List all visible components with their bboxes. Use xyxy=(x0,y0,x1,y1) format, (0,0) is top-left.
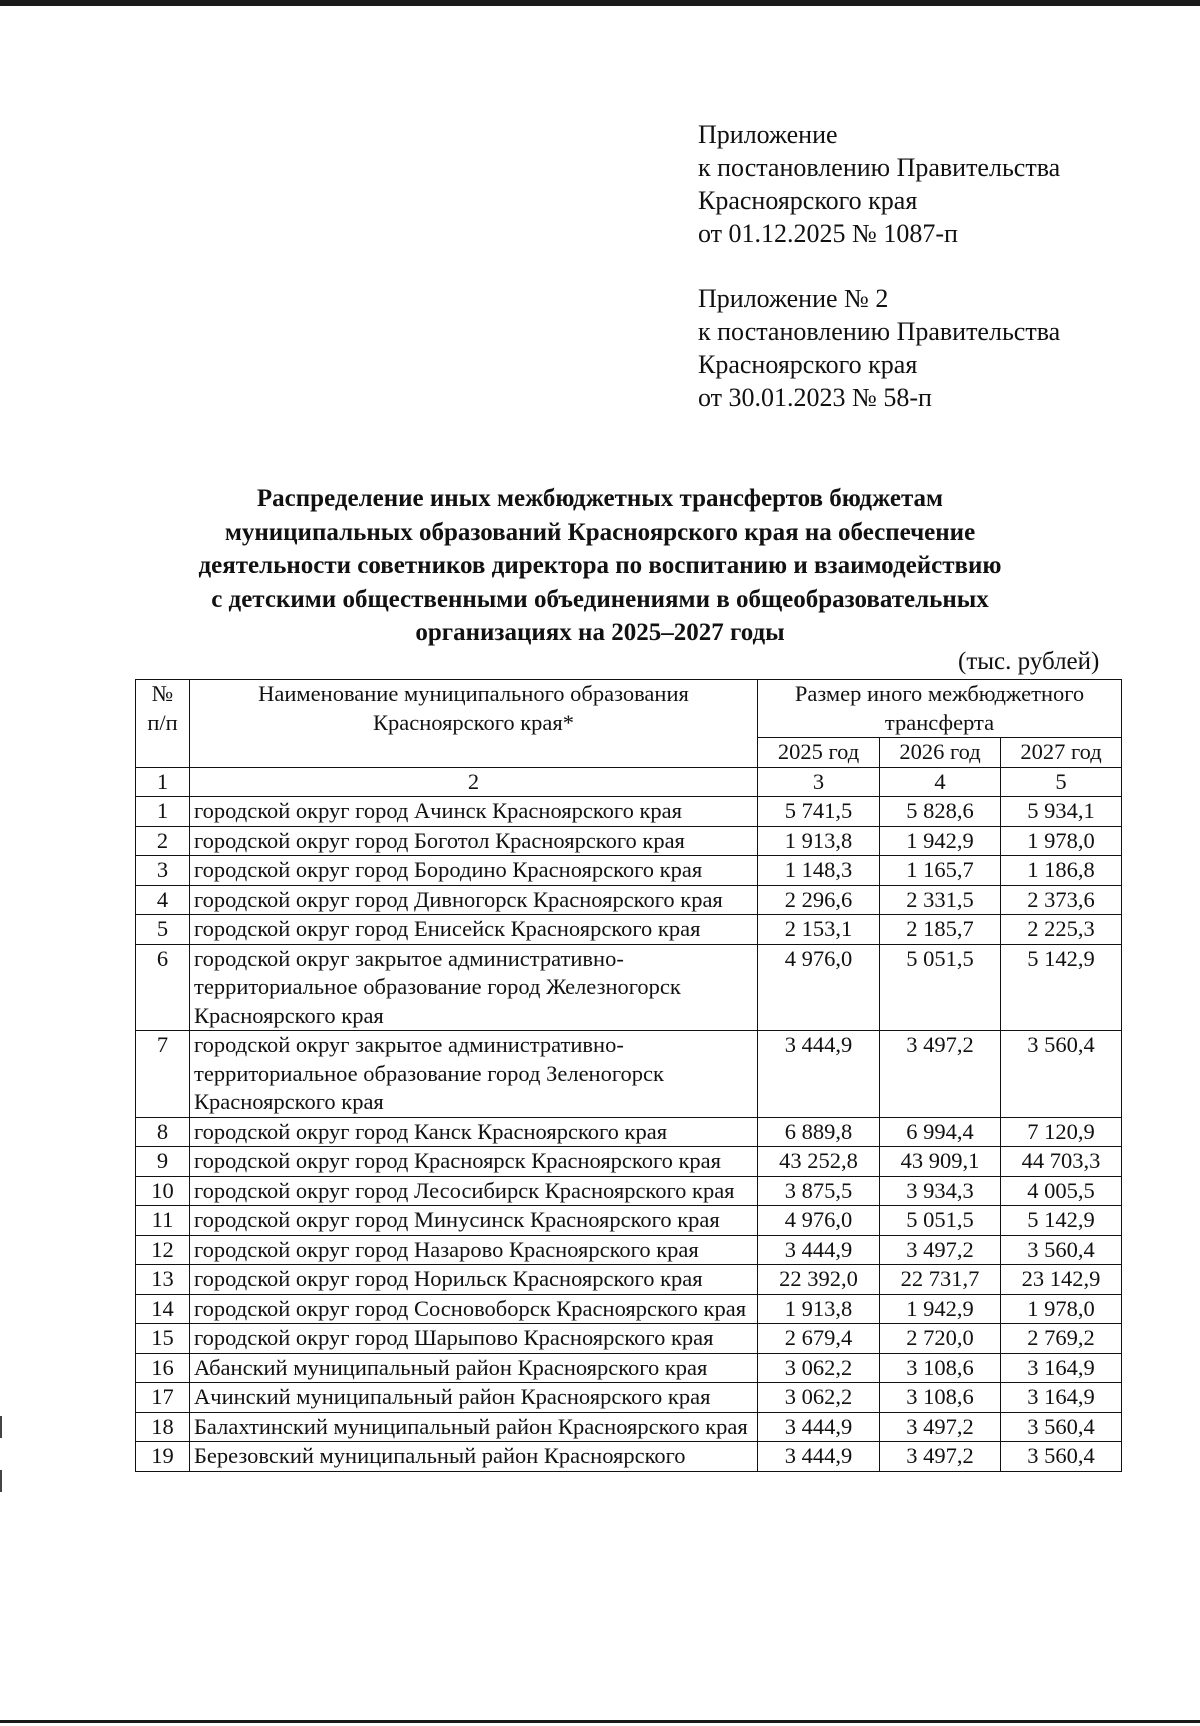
table-row xyxy=(136,856,1122,886)
table-row xyxy=(136,885,1122,915)
row-municipality: городской округ город Ачинск Красноярского края xyxy=(190,797,758,827)
row-number: 4 xyxy=(136,885,190,915)
annex-current-line: Приложение xyxy=(698,120,838,149)
row-municipality: Березовский муниципальный район Красноярского xyxy=(190,1442,758,1472)
scan-edge-mark xyxy=(0,1470,2,1492)
row-value-2025: 3 062,2 xyxy=(758,1353,880,1383)
title-line: Распределение иных межбюджетных трансфертов бюджетам xyxy=(256,485,944,512)
row-value-2025: 6 889,8 xyxy=(758,1117,880,1147)
column-number: 1 xyxy=(136,767,190,797)
row-value-2027: 5 142,9 xyxy=(1001,944,1122,1031)
row-value-2025: 3 444,9 xyxy=(758,1412,880,1442)
row-value-2027: 1 978,0 xyxy=(1001,1294,1122,1324)
row-value-2025: 22 392,0 xyxy=(758,1265,880,1295)
row-value-2025: 3 444,9 xyxy=(758,1442,880,1472)
row-value-2025: 1 913,8 xyxy=(758,826,880,856)
row-municipality: городской округ город Красноярск Красноярского края xyxy=(190,1147,758,1177)
transfers-table xyxy=(135,679,1122,1472)
title-line: организациях на 2025–2027 годы xyxy=(415,619,785,646)
row-municipality: городской округ город Канск Красноярского края xyxy=(190,1117,758,1147)
row-number: 17 xyxy=(136,1383,190,1413)
row-municipality: городской округ город Енисейск Красноярского края xyxy=(190,915,758,945)
row-number: 13 xyxy=(136,1265,190,1295)
row-value-2026: 1 942,9 xyxy=(880,1294,1001,1324)
row-value-2026: 2 331,5 xyxy=(880,885,1001,915)
row-value-2025: 4 976,0 xyxy=(758,1206,880,1236)
column-numbers-row xyxy=(136,767,1122,797)
row-value-2027: 3 560,4 xyxy=(1001,1031,1122,1118)
row-value-2026: 5 051,5 xyxy=(880,1206,1001,1236)
scan-bottom-border xyxy=(0,1720,1200,1723)
row-value-2027: 3 560,4 xyxy=(1001,1442,1122,1472)
annex-original-line: Приложение № 2 xyxy=(698,284,889,313)
column-number: 2 xyxy=(190,767,758,797)
row-value-2026: 3 108,6 xyxy=(880,1353,1001,1383)
row-municipality: городской округ город Бородино Красноярского края xyxy=(190,856,758,886)
table-row xyxy=(136,944,1122,1031)
row-value-2027: 3 560,4 xyxy=(1001,1235,1122,1265)
row-number: 12 xyxy=(136,1235,190,1265)
annex-original-line: к постановлению Правительства xyxy=(698,317,1061,346)
unit-label: (тыс. рублей) xyxy=(958,648,1100,675)
table-row xyxy=(136,1147,1122,1177)
row-value-2025: 3 444,9 xyxy=(758,1031,880,1118)
row-value-2025: 3 444,9 xyxy=(758,1235,880,1265)
row-number: 3 xyxy=(136,856,190,886)
row-value-2027: 5 934,1 xyxy=(1001,797,1122,827)
row-municipality: городской округ закрытое административно-территориальное образование город Железногорск Красноярского края xyxy=(190,944,758,1031)
header-row xyxy=(136,680,1122,738)
table-row xyxy=(136,915,1122,945)
annex-current-line: к постановлению Правительства xyxy=(698,153,1061,182)
row-value-2026: 3 497,2 xyxy=(880,1031,1001,1118)
row-number: 7 xyxy=(136,1031,190,1118)
column-number: 5 xyxy=(1001,767,1122,797)
row-value-2025: 43 252,8 xyxy=(758,1147,880,1177)
row-value-2026: 22 731,7 xyxy=(880,1265,1001,1295)
table-row xyxy=(136,1206,1122,1236)
row-value-2025: 2 679,4 xyxy=(758,1324,880,1354)
row-number: 15 xyxy=(136,1324,190,1354)
row-municipality: Ачинский муниципальный район Красноярского края xyxy=(190,1383,758,1413)
row-value-2025: 3 062,2 xyxy=(758,1383,880,1413)
row-number: 1 xyxy=(136,797,190,827)
annex-original-block xyxy=(698,282,1060,414)
row-value-2027: 2 769,2 xyxy=(1001,1324,1122,1354)
row-municipality: Абанский муниципальный район Красноярского края xyxy=(190,1353,758,1383)
row-value-2027: 2 373,6 xyxy=(1001,885,1122,915)
scan-edge-mark xyxy=(0,1416,2,1438)
row-value-2026: 3 934,3 xyxy=(880,1176,1001,1206)
row-number: 2 xyxy=(136,826,190,856)
table-row xyxy=(136,1324,1122,1354)
row-value-2027: 23 142,9 xyxy=(1001,1265,1122,1295)
row-municipality: городской округ город Назарово Красноярского края xyxy=(190,1235,758,1265)
annex-current-block xyxy=(698,118,1060,250)
row-value-2026: 6 994,4 xyxy=(880,1117,1001,1147)
table-row xyxy=(136,797,1122,827)
scan-top-border xyxy=(0,0,1200,6)
column-number: 4 xyxy=(880,767,1001,797)
row-municipality: Балахтинский муниципальный район Красноярского края xyxy=(190,1412,758,1442)
row-value-2027: 44 703,3 xyxy=(1001,1147,1122,1177)
row-value-2026: 43 909,1 xyxy=(880,1147,1001,1177)
row-number: 14 xyxy=(136,1294,190,1324)
row-value-2026: 1 165,7 xyxy=(880,856,1001,886)
row-value-2026: 2 185,7 xyxy=(880,915,1001,945)
row-value-2025: 3 875,5 xyxy=(758,1176,880,1206)
table-row xyxy=(136,1265,1122,1295)
title-line: с детскими общественными объединениями в общеобразовательных xyxy=(211,585,989,613)
row-value-2025: 1 148,3 xyxy=(758,856,880,886)
row-value-2027: 4 005,5 xyxy=(1001,1176,1122,1206)
title-line: муниципальных образований Красноярского края на обеспечение xyxy=(224,518,976,546)
row-value-2027: 5 142,9 xyxy=(1001,1206,1122,1236)
row-municipality: городской округ закрытое административно-территориальное образование город Зеленогорск Красноярского края xyxy=(190,1031,758,1118)
table-row xyxy=(136,1353,1122,1383)
annex-original-line: от 30.01.2023 № 58-п xyxy=(698,383,932,412)
row-value-2025: 2 153,1 xyxy=(758,915,880,945)
table-row xyxy=(136,1442,1122,1472)
table-row xyxy=(136,1294,1122,1324)
row-value-2025: 4 976,0 xyxy=(758,944,880,1031)
row-value-2025: 5 741,5 xyxy=(758,797,880,827)
row-number: 18 xyxy=(136,1412,190,1442)
table-row xyxy=(136,826,1122,856)
row-number: 11 xyxy=(136,1206,190,1236)
row-number: 16 xyxy=(136,1353,190,1383)
row-municipality: городской округ город Боготол Красноярского края xyxy=(190,826,758,856)
row-value-2026: 2 720,0 xyxy=(880,1324,1001,1354)
document-title xyxy=(50,482,1150,650)
row-value-2027: 1 978,0 xyxy=(1001,826,1122,856)
row-number: 6 xyxy=(136,944,190,1031)
annex-original-line: Красноярского края xyxy=(698,350,918,379)
title-line: деятельности советников директора по воспитанию и взаимодействию xyxy=(198,552,1002,579)
table-row xyxy=(136,1031,1122,1118)
table-row xyxy=(136,1383,1122,1413)
row-municipality: городской округ город Дивногорск Красноярского края xyxy=(190,885,758,915)
row-value-2026: 1 942,9 xyxy=(880,826,1001,856)
row-number: 19 xyxy=(136,1442,190,1472)
row-municipality: городской округ город Шарыпово Красноярского края xyxy=(190,1324,758,1354)
header-year-2027: 2027 год xyxy=(1001,738,1122,768)
header-amount: Размер иного межбюджетного трансферта xyxy=(758,680,1122,738)
row-municipality: городской округ город Лесосибирск Красноярского края xyxy=(190,1176,758,1206)
row-municipality: городской округ город Минусинск Красноярского края xyxy=(190,1206,758,1236)
row-number: 9 xyxy=(136,1147,190,1177)
row-value-2026: 3 497,2 xyxy=(880,1442,1001,1472)
row-value-2026: 5 051,5 xyxy=(880,944,1001,1031)
annex-current-line: Красноярского края xyxy=(698,186,918,215)
row-municipality: городской округ город Норильск Красноярского края xyxy=(190,1265,758,1295)
row-value-2027: 3 560,4 xyxy=(1001,1412,1122,1442)
row-number: 8 xyxy=(136,1117,190,1147)
header-year-2026: 2026 год xyxy=(880,738,1001,768)
row-municipality: городской округ город Сосновоборск Красноярского края xyxy=(190,1294,758,1324)
header-name: Наименование муниципального образования Красноярского края* xyxy=(190,680,758,768)
table-row xyxy=(136,1235,1122,1265)
row-number: 10 xyxy=(136,1176,190,1206)
row-value-2026: 5 828,6 xyxy=(880,797,1001,827)
header-year-2025: 2025 год xyxy=(758,738,880,768)
header-num: № п/п xyxy=(136,680,190,768)
row-value-2027: 1 186,8 xyxy=(1001,856,1122,886)
row-value-2025: 1 913,8 xyxy=(758,1294,880,1324)
table-row xyxy=(136,1117,1122,1147)
row-value-2026: 3 497,2 xyxy=(880,1412,1001,1442)
row-value-2027: 3 164,9 xyxy=(1001,1353,1122,1383)
row-value-2027: 3 164,9 xyxy=(1001,1383,1122,1413)
row-value-2025: 2 296,6 xyxy=(758,885,880,915)
column-number: 3 xyxy=(758,767,880,797)
row-number: 5 xyxy=(136,915,190,945)
table-row xyxy=(136,1176,1122,1206)
row-value-2026: 3 497,2 xyxy=(880,1235,1001,1265)
table-row xyxy=(136,1412,1122,1442)
annex-current-line: от 01.12.2025 № 1087-п xyxy=(698,219,958,248)
row-value-2027: 2 225,3 xyxy=(1001,915,1122,945)
row-value-2026: 3 108,6 xyxy=(880,1383,1001,1413)
row-value-2027: 7 120,9 xyxy=(1001,1117,1122,1147)
